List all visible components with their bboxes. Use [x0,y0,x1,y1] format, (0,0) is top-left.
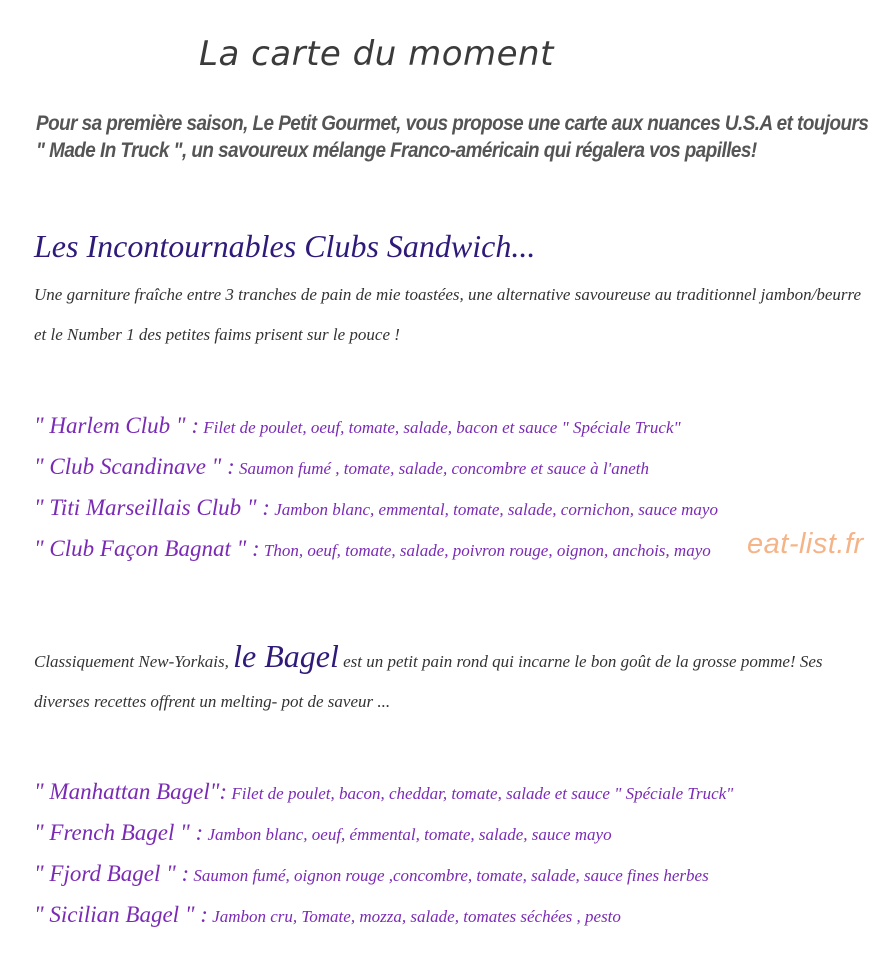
menu-item [34,812,733,853]
menu-item [34,446,718,487]
menu-item [34,528,718,569]
bagels-highlight: le Bagel [233,638,339,674]
menu-item-description: Saumon fumé, oignon rouge ,concombre, tomate, salade, sauce fines herbes [189,866,709,885]
menu-item-name: " Harlem Club " : [34,413,199,438]
club-menu-list [34,405,718,569]
clubs-description: Une garniture fraîche entre 3 tranches de pain de mie toastées, une alternative savoureuse au traditionnel jambon/beurre et le Number 1 des petites faims prisent sur le pouce ! [34,285,862,344]
bagels-description [34,636,874,722]
menu-item-description: Filet de poulet, oeuf, tomate, salade, bacon et sauce " Spéciale Truck" [198,418,681,437]
menu-item [34,894,733,935]
menu-item-description: Jambon blanc, emmental, tomate, salade, cornichon, sauce mayo [269,500,718,519]
bagels-intro-before: Classiquement New-Yorkais, [34,652,234,671]
bagels-intro-after: est un petit pain rond qui incarne le bon goût de la grosse pomme! Ses diverses recettes offrent un melting- pot de saveur ... [34,652,823,711]
menu-item-name: " Sicilian Bagel " : [34,902,208,927]
menu-item-description: Thon, oeuf, tomate, salade, poivron rouge, oignon, anchois, mayo [259,541,711,560]
clubs-heading: Les Incontournables Clubs Sandwich... [34,228,536,264]
menu-item-name: " Fjord Bagel " : [34,861,190,886]
intro-paragraph: Pour sa première saison, Le Petit Gourmet, vous propose une carte aux nuances U.S.A et toujours " Made In Truck ", un savoureux mélange Franco-américain qui régalera vos papilles! [36,112,869,162]
menu-item [34,771,733,812]
menu-item-name: " Club Scandinave " : [34,454,235,479]
menu-item [34,853,733,894]
menu-item-description: Saumon fumé , tomate, salade, concombre et sauce à l'aneth [234,459,649,478]
menu-item-description: Jambon cru, Tomate, mozza, salade, tomates séchées , pesto [207,907,621,926]
menu-item [34,405,718,446]
menu-item-description: Filet de poulet, bacon, cheddar, tomate, salade et sauce " Spéciale Truck" [227,784,734,803]
menu-item-name: " Titi Marseillais Club " : [34,495,270,520]
watermark: eat-list.fr [747,528,864,560]
menu-item-description: Jambon blanc, oeuf, émmental, tomate, salade, sauce mayo [203,825,612,844]
menu-item-name: " Club Façon Bagnat " : [34,536,260,561]
menu-item [34,487,718,528]
menu-item-name: " Manhattan Bagel": [34,779,228,804]
page-title: La carte du moment [199,34,554,74]
bagel-menu-list [34,771,733,935]
menu-item-name: " French Bagel " : [34,820,204,845]
